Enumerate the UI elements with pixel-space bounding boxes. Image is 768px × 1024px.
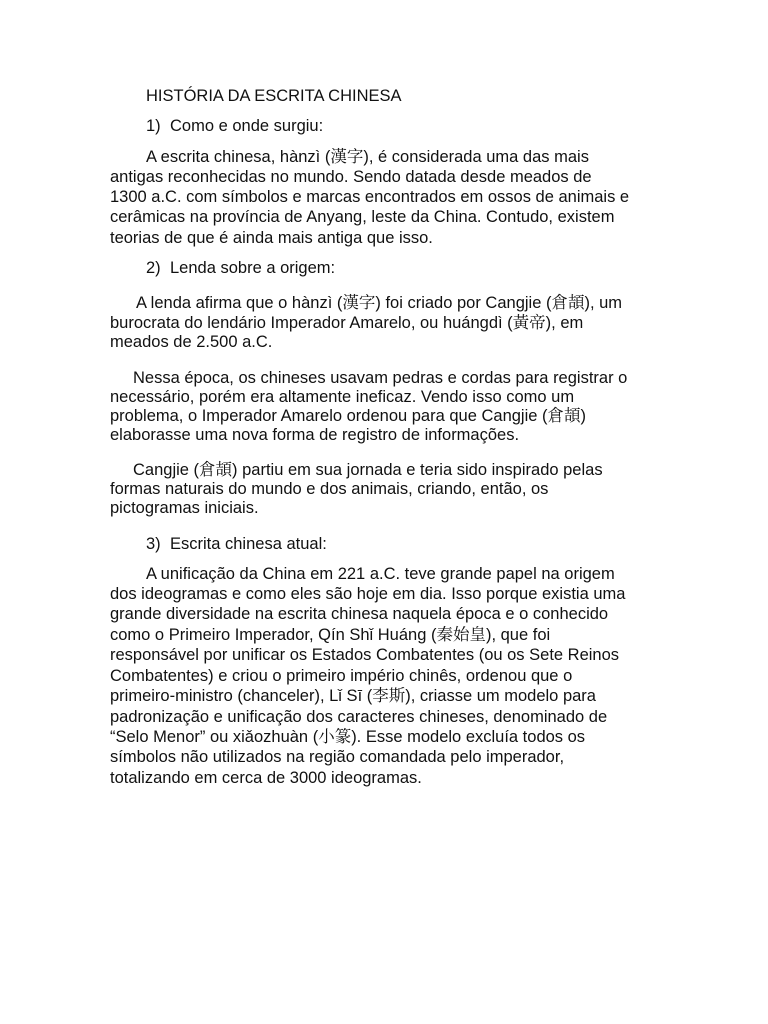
section-2-p1-line-2: burocrata do lendário Imperador Amarelo, ou huángdì (黃帝), em	[110, 314, 584, 332]
section-3-line-3: grande diversidade na escrita chinesa naquela época e o conhecido	[110, 605, 609, 623]
section-2-p1-line-1: A lenda afirma que o hànzì (漢字) foi criado por Cangjie (倉頡), um	[136, 294, 623, 312]
section-2-heading	[146, 258, 335, 278]
section-1-heading-text: Como e onde surgiu:	[170, 117, 324, 135]
section-2-p3-line-1: Cangjie (倉頡) partiu em sua jornada e teria sido inspirado pelas	[133, 461, 603, 479]
section-2-p3-line-3: pictogramas iniciais.	[110, 499, 259, 517]
section-3-line-8: padronização e unificação dos caracteres chineses, denominado de	[110, 708, 608, 726]
section-3-line-1: A unificação da China em 221 a.C. teve grande papel na origem	[146, 565, 615, 583]
section-1-line-1: A escrita chinesa, hànzì (漢字), é considerada uma das mais	[146, 148, 589, 166]
section-3-number: 3)	[146, 535, 161, 553]
section-1-line-2: antigas reconhecidas no mundo. Sendo datada desde meados de	[110, 168, 592, 186]
section-1-number: 1)	[146, 117, 161, 135]
section-1-heading	[146, 116, 323, 136]
section-3-line-9: “Selo Menor” ou xiǎozhuàn (小篆). Esse modelo excluía todos os	[110, 728, 586, 746]
section-3-line-11: totalizando em cerca de 3000 ideogramas.	[110, 769, 422, 787]
section-2-p2-line-1: Nessa época, os chineses usavam pedras e cordas para registrar o	[133, 369, 628, 387]
section-2-p3-line-2: formas naturais do mundo e dos animais, criando, então, os	[110, 480, 549, 498]
section-3-line-4: como o Primeiro Imperador, Qín Shǐ Huáng (秦始皇), que foi	[110, 626, 551, 644]
section-2-p2-line-2: necessário, porém era altamente ineficaz. Vendo isso como um	[110, 388, 575, 406]
section-3-line-5: responsável por unificar os Estados Combatentes (ou os Sete Reinos	[110, 646, 620, 664]
section-1-line-3: 1300 a.C. com símbolos e marcas encontrados em ossos de animais e	[110, 188, 630, 206]
section-3-heading	[146, 534, 327, 554]
document-title: HISTÓRIA DA ESCRITA CHINESA	[146, 87, 402, 105]
section-3-heading-text: Escrita chinesa atual:	[170, 535, 327, 553]
section-2-p1-line-3: meados de 2.500 a.C.	[110, 333, 273, 351]
section-2-number: 2)	[146, 259, 161, 277]
section-3-line-7: primeiro-ministro (chanceler), Lǐ Sī (李斯), criasse um modelo para	[110, 687, 596, 705]
section-3-line-10: símbolos não utilizados na região comandada pelo imperador,	[110, 748, 565, 766]
section-3-line-2: dos ideogramas e como eles são hoje em dia. Isso porque existia uma	[110, 585, 626, 603]
section-1-line-4: cerâmicas na província de Anyang, leste da China. Contudo, existem	[110, 208, 615, 226]
section-3-line-6: Combatentes) e criou o primeiro império chinês, ordenou que o	[110, 667, 573, 685]
section-1-line-5: teorias de que é ainda mais antiga que isso.	[110, 229, 433, 247]
section-2-heading-text: Lenda sobre a origem:	[170, 259, 336, 277]
section-2-p2-line-4: elaborasse uma nova forma de registro de informações.	[110, 426, 520, 444]
section-2-p2-line-3: problema, o Imperador Amarelo ordenou para que Cangjie (倉頡)	[110, 407, 587, 425]
